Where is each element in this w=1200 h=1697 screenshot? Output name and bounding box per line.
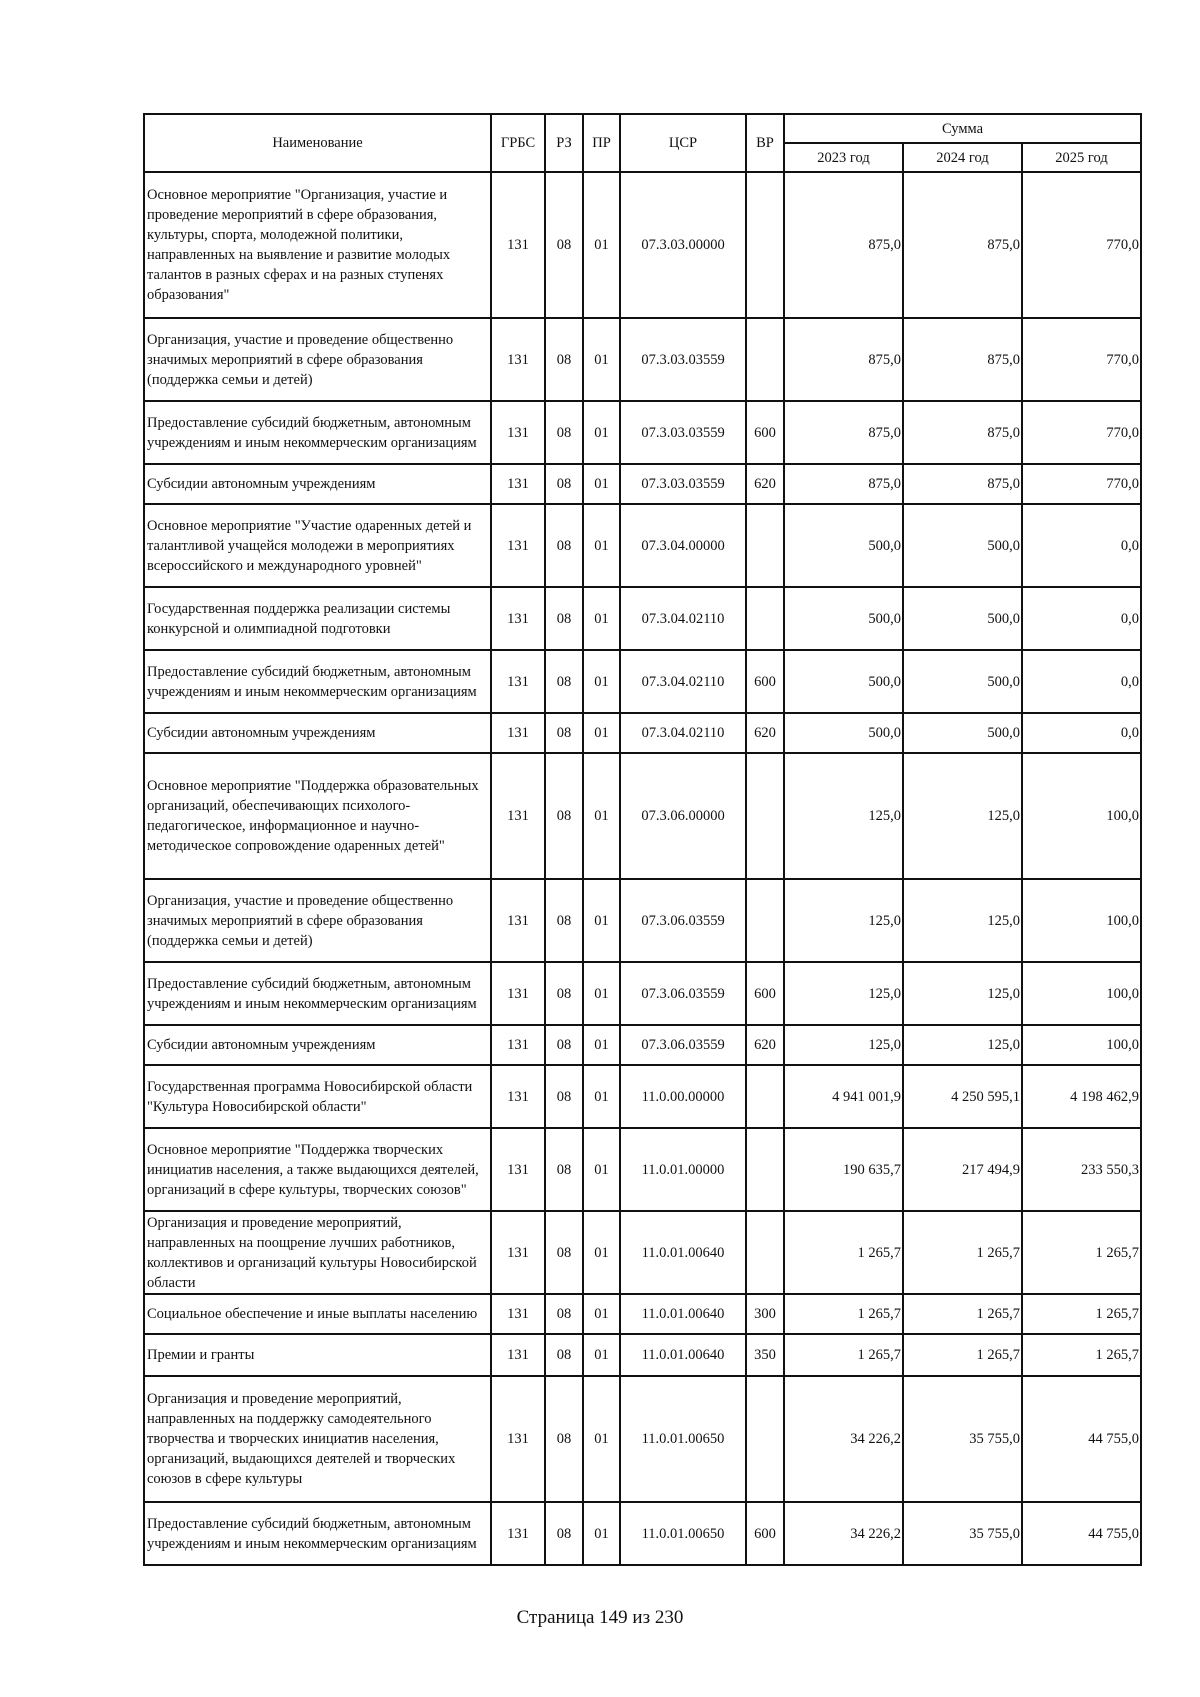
row-sum-2024: 4 250 595,1 bbox=[903, 1065, 1022, 1128]
row-sum-2025: 770,0 bbox=[1022, 401, 1141, 464]
row-sum-2023: 1 265,7 bbox=[784, 1334, 903, 1376]
row-name: Основное мероприятие "Поддержка творческих инициатив населения, а также выдающихся деятелей, организаций в сфере культуры, творческих союзов" bbox=[144, 1128, 491, 1211]
row-vr bbox=[746, 318, 784, 401]
row-sum-2025: 0,0 bbox=[1022, 650, 1141, 713]
row-pr: 01 bbox=[583, 464, 620, 504]
row-pr: 01 bbox=[583, 1128, 620, 1211]
row-csr: 11.0.01.00640 bbox=[620, 1294, 746, 1334]
row-pr: 01 bbox=[583, 1334, 620, 1376]
row-sum-2023: 125,0 bbox=[784, 1025, 903, 1065]
row-rz: 08 bbox=[545, 713, 583, 753]
row-name: Государственная программа Новосибирской области "Культура Новосибирской области" bbox=[144, 1065, 491, 1128]
row-vr: 300 bbox=[746, 1294, 784, 1334]
row-sum-2025: 233 550,3 bbox=[1022, 1128, 1141, 1211]
table-row bbox=[144, 650, 1141, 713]
table-row bbox=[144, 1211, 1141, 1294]
row-csr: 07.3.04.00000 bbox=[620, 504, 746, 587]
row-name: Субсидии автономным учреждениям bbox=[144, 1025, 491, 1065]
row-vr bbox=[746, 1211, 784, 1294]
row-csr: 07.3.03.03559 bbox=[620, 318, 746, 401]
table-row bbox=[144, 962, 1141, 1025]
row-rz: 08 bbox=[545, 401, 583, 464]
row-csr: 11.0.01.00640 bbox=[620, 1334, 746, 1376]
table-row bbox=[144, 172, 1141, 318]
row-sum-2024: 875,0 bbox=[903, 172, 1022, 318]
row-sum-2024: 125,0 bbox=[903, 879, 1022, 962]
table-row bbox=[144, 504, 1141, 587]
row-vr bbox=[746, 1128, 784, 1211]
row-pr: 01 bbox=[583, 1294, 620, 1334]
row-sum-2024: 500,0 bbox=[903, 504, 1022, 587]
row-grbs: 131 bbox=[491, 172, 545, 318]
row-name: Организация, участие и проведение общественно значимых мероприятий в сфере образования (поддержка семьи и детей) bbox=[144, 879, 491, 962]
row-csr: 11.0.00.00000 bbox=[620, 1065, 746, 1128]
row-sum-2023: 875,0 bbox=[784, 464, 903, 504]
row-rz: 08 bbox=[545, 1065, 583, 1128]
row-grbs: 131 bbox=[491, 1294, 545, 1334]
table-row bbox=[144, 318, 1141, 401]
row-sum-2025: 0,0 bbox=[1022, 587, 1141, 650]
row-sum-2025: 100,0 bbox=[1022, 962, 1141, 1025]
row-sum-2024: 217 494,9 bbox=[903, 1128, 1022, 1211]
row-grbs: 131 bbox=[491, 1502, 545, 1565]
row-grbs: 131 bbox=[491, 504, 545, 587]
row-sum-2023: 125,0 bbox=[784, 962, 903, 1025]
row-pr: 01 bbox=[583, 753, 620, 879]
row-rz: 08 bbox=[545, 650, 583, 713]
row-grbs: 131 bbox=[491, 464, 545, 504]
row-grbs: 131 bbox=[491, 401, 545, 464]
row-sum-2023: 875,0 bbox=[784, 401, 903, 464]
row-grbs: 131 bbox=[491, 879, 545, 962]
table-row bbox=[144, 1025, 1141, 1065]
budget-table bbox=[143, 113, 1142, 1566]
row-csr: 11.0.01.00650 bbox=[620, 1502, 746, 1565]
row-name: Предоставление субсидий бюджетным, автономным учреждениям и иным некоммерческим организациям bbox=[144, 1502, 491, 1565]
row-name: Основное мероприятие "Участие одаренных детей и талантливой учащейся молодежи в мероприятиях всероссийского и международного уровней" bbox=[144, 504, 491, 587]
row-sum-2024: 875,0 bbox=[903, 401, 1022, 464]
row-name: Субсидии автономным учреждениям bbox=[144, 464, 491, 504]
row-vr: 620 bbox=[746, 1025, 784, 1065]
row-pr: 01 bbox=[583, 1502, 620, 1565]
row-sum-2025: 1 265,7 bbox=[1022, 1211, 1141, 1294]
row-sum-2023: 1 265,7 bbox=[784, 1211, 903, 1294]
row-pr: 01 bbox=[583, 401, 620, 464]
row-vr bbox=[746, 504, 784, 587]
table-row bbox=[144, 1334, 1141, 1376]
row-pr: 01 bbox=[583, 1025, 620, 1065]
row-rz: 08 bbox=[545, 1294, 583, 1334]
row-rz: 08 bbox=[545, 318, 583, 401]
table-row bbox=[144, 464, 1141, 504]
table-row bbox=[144, 587, 1141, 650]
row-grbs: 131 bbox=[491, 1025, 545, 1065]
row-pr: 01 bbox=[583, 587, 620, 650]
row-pr: 01 bbox=[583, 879, 620, 962]
row-sum-2025: 100,0 bbox=[1022, 879, 1141, 962]
row-pr: 01 bbox=[583, 172, 620, 318]
row-sum-2025: 1 265,7 bbox=[1022, 1334, 1141, 1376]
row-rz: 08 bbox=[545, 1376, 583, 1502]
row-csr: 11.0.01.00650 bbox=[620, 1376, 746, 1502]
row-vr: 600 bbox=[746, 1502, 784, 1565]
row-grbs: 131 bbox=[491, 650, 545, 713]
row-sum-2023: 125,0 bbox=[784, 879, 903, 962]
row-csr: 07.3.06.03559 bbox=[620, 962, 746, 1025]
row-grbs: 131 bbox=[491, 1128, 545, 1211]
row-sum-2023: 875,0 bbox=[784, 318, 903, 401]
row-sum-2023: 500,0 bbox=[784, 504, 903, 587]
row-rz: 08 bbox=[545, 504, 583, 587]
row-sum-2023: 34 226,2 bbox=[784, 1502, 903, 1565]
row-grbs: 131 bbox=[491, 1065, 545, 1128]
row-vr bbox=[746, 1376, 784, 1502]
row-sum-2023: 34 226,2 bbox=[784, 1376, 903, 1502]
row-sum-2025: 770,0 bbox=[1022, 464, 1141, 504]
row-sum-2024: 875,0 bbox=[903, 318, 1022, 401]
row-vr bbox=[746, 172, 784, 318]
row-name: Премии и гранты bbox=[144, 1334, 491, 1376]
row-sum-2025: 770,0 bbox=[1022, 172, 1141, 318]
row-sum-2023: 125,0 bbox=[784, 753, 903, 879]
row-sum-2024: 35 755,0 bbox=[903, 1502, 1022, 1565]
row-name: Основное мероприятие "Поддержка образовательных организаций, обеспечивающих психолого-педагогическое, информационное и научно-методическое сопровождение одаренных детей" bbox=[144, 753, 491, 879]
row-vr bbox=[746, 879, 784, 962]
header-year-2023: 2023 год bbox=[784, 143, 903, 172]
row-name: Организация и проведение мероприятий, направленных на поощрение лучших работников, коллективов и организаций культуры Новосибирской области bbox=[144, 1211, 491, 1294]
row-rz: 08 bbox=[545, 464, 583, 504]
row-rz: 08 bbox=[545, 1211, 583, 1294]
row-pr: 01 bbox=[583, 318, 620, 401]
table-row bbox=[144, 1065, 1141, 1128]
row-pr: 01 bbox=[583, 1376, 620, 1502]
row-sum-2023: 875,0 bbox=[784, 172, 903, 318]
row-name: Основное мероприятие "Организация, участие и проведение мероприятий в сфере образования, культуры, спорта, молодежной политики, направленных на выявление и развитие молодых талантов в разных сферах и на разных ступенях образования" bbox=[144, 172, 491, 318]
row-name: Организация и проведение мероприятий, направленных на поддержку самодеятельного творчества и творческих инициатив населения, организаций, выдающихся деятелей и творческих союзов в сфере культуры bbox=[144, 1376, 491, 1502]
table-row bbox=[144, 753, 1141, 879]
header-pr: ПР bbox=[583, 114, 620, 172]
row-pr: 01 bbox=[583, 1065, 620, 1128]
row-vr bbox=[746, 1065, 784, 1128]
row-pr: 01 bbox=[583, 504, 620, 587]
page-number: Страница 149 из 230 bbox=[516, 1607, 684, 1628]
header-sum: Сумма bbox=[784, 114, 1141, 143]
row-csr: 11.0.01.00640 bbox=[620, 1211, 746, 1294]
row-sum-2024: 1 265,7 bbox=[903, 1211, 1022, 1294]
row-sum-2023: 500,0 bbox=[784, 713, 903, 753]
row-sum-2024: 35 755,0 bbox=[903, 1376, 1022, 1502]
row-vr: 620 bbox=[746, 464, 784, 504]
table-body bbox=[144, 172, 1141, 1565]
header-rz: РЗ bbox=[545, 114, 583, 172]
row-grbs: 131 bbox=[491, 1334, 545, 1376]
row-pr: 01 bbox=[583, 713, 620, 753]
row-pr: 01 bbox=[583, 1211, 620, 1294]
row-rz: 08 bbox=[545, 962, 583, 1025]
row-rz: 08 bbox=[545, 1128, 583, 1211]
row-csr: 07.3.03.00000 bbox=[620, 172, 746, 318]
row-sum-2025: 770,0 bbox=[1022, 318, 1141, 401]
row-sum-2024: 1 265,7 bbox=[903, 1334, 1022, 1376]
row-vr: 600 bbox=[746, 650, 784, 713]
row-sum-2025: 44 755,0 bbox=[1022, 1376, 1141, 1502]
header-name: Наименование bbox=[144, 114, 491, 172]
header-year-2025: 2025 год bbox=[1022, 143, 1141, 172]
row-sum-2023: 190 635,7 bbox=[784, 1128, 903, 1211]
row-csr: 07.3.04.02110 bbox=[620, 713, 746, 753]
row-csr: 11.0.01.00000 bbox=[620, 1128, 746, 1211]
row-sum-2025: 44 755,0 bbox=[1022, 1502, 1141, 1565]
row-sum-2025: 0,0 bbox=[1022, 504, 1141, 587]
row-sum-2025: 1 265,7 bbox=[1022, 1294, 1141, 1334]
row-csr: 07.3.06.00000 bbox=[620, 753, 746, 879]
row-grbs: 131 bbox=[491, 318, 545, 401]
row-vr bbox=[746, 587, 784, 650]
row-sum-2024: 125,0 bbox=[903, 753, 1022, 879]
row-sum-2025: 100,0 bbox=[1022, 1025, 1141, 1065]
row-grbs: 131 bbox=[491, 1376, 545, 1502]
row-sum-2025: 4 198 462,9 bbox=[1022, 1065, 1141, 1128]
row-pr: 01 bbox=[583, 962, 620, 1025]
row-rz: 08 bbox=[545, 1025, 583, 1065]
row-name: Предоставление субсидий бюджетным, автономным учреждениям и иным некоммерческим организациям bbox=[144, 401, 491, 464]
row-name: Предоставление субсидий бюджетным, автономным учреждениям и иным некоммерческим организациям bbox=[144, 650, 491, 713]
table-row bbox=[144, 1128, 1141, 1211]
row-sum-2023: 500,0 bbox=[784, 587, 903, 650]
row-name: Социальное обеспечение и иные выплаты населению bbox=[144, 1294, 491, 1334]
row-csr: 07.3.03.03559 bbox=[620, 464, 746, 504]
row-sum-2024: 875,0 bbox=[903, 464, 1022, 504]
row-rz: 08 bbox=[545, 1502, 583, 1565]
row-sum-2024: 125,0 bbox=[903, 1025, 1022, 1065]
row-csr: 07.3.03.03559 bbox=[620, 401, 746, 464]
row-vr: 620 bbox=[746, 713, 784, 753]
table-row bbox=[144, 1376, 1141, 1502]
row-rz: 08 bbox=[545, 1334, 583, 1376]
row-name: Организация, участие и проведение общественно значимых мероприятий в сфере образования (поддержка семьи и детей) bbox=[144, 318, 491, 401]
table-row bbox=[144, 879, 1141, 962]
row-sum-2025: 100,0 bbox=[1022, 753, 1141, 879]
row-grbs: 131 bbox=[491, 962, 545, 1025]
row-pr: 01 bbox=[583, 650, 620, 713]
row-rz: 08 bbox=[545, 587, 583, 650]
row-sum-2024: 125,0 bbox=[903, 962, 1022, 1025]
row-vr bbox=[746, 753, 784, 879]
row-vr: 350 bbox=[746, 1334, 784, 1376]
row-sum-2024: 1 265,7 bbox=[903, 1294, 1022, 1334]
row-sum-2024: 500,0 bbox=[903, 587, 1022, 650]
row-sum-2023: 4 941 001,9 bbox=[784, 1065, 903, 1128]
row-sum-2024: 500,0 bbox=[903, 650, 1022, 713]
table-row bbox=[144, 1502, 1141, 1565]
row-sum-2025: 0,0 bbox=[1022, 713, 1141, 753]
row-csr: 07.3.04.02110 bbox=[620, 650, 746, 713]
header-csr: ЦСР bbox=[620, 114, 746, 172]
row-sum-2023: 500,0 bbox=[784, 650, 903, 713]
row-grbs: 131 bbox=[491, 1211, 545, 1294]
row-name: Государственная поддержка реализации системы конкурсной и олимпиадной подготовки bbox=[144, 587, 491, 650]
table-row bbox=[144, 713, 1141, 753]
row-csr: 07.3.06.03559 bbox=[620, 879, 746, 962]
row-rz: 08 bbox=[545, 172, 583, 318]
table-header bbox=[144, 114, 1141, 172]
row-grbs: 131 bbox=[491, 713, 545, 753]
header-year-2024: 2024 год bbox=[903, 143, 1022, 172]
row-vr: 600 bbox=[746, 962, 784, 1025]
row-grbs: 131 bbox=[491, 587, 545, 650]
table-row bbox=[144, 401, 1141, 464]
row-vr: 600 bbox=[746, 401, 784, 464]
row-csr: 07.3.06.03559 bbox=[620, 1025, 746, 1065]
header-vr: ВР bbox=[746, 114, 784, 172]
table-row bbox=[144, 1294, 1141, 1334]
row-sum-2024: 500,0 bbox=[903, 713, 1022, 753]
row-sum-2023: 1 265,7 bbox=[784, 1294, 903, 1334]
row-rz: 08 bbox=[545, 753, 583, 879]
row-rz: 08 bbox=[545, 879, 583, 962]
row-csr: 07.3.04.02110 bbox=[620, 587, 746, 650]
row-grbs: 131 bbox=[491, 753, 545, 879]
row-name: Субсидии автономным учреждениям bbox=[144, 713, 491, 753]
row-name: Предоставление субсидий бюджетным, автономным учреждениям и иным некоммерческим организациям bbox=[144, 962, 491, 1025]
header-grbs: ГРБС bbox=[491, 114, 545, 172]
